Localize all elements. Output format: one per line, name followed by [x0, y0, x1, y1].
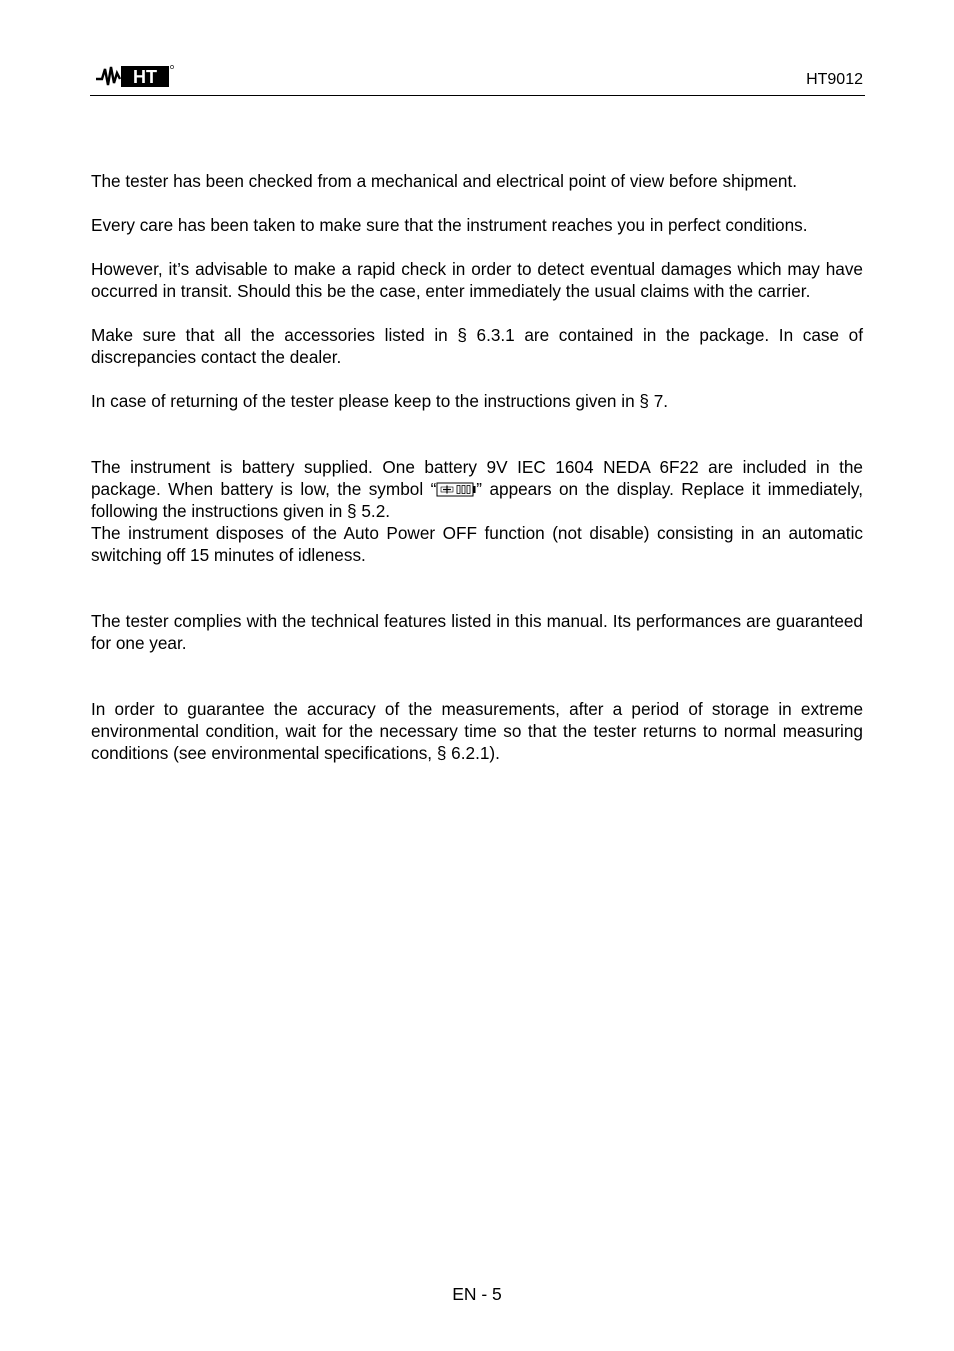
paragraph-returning: In case of returning of the tester please keep to the instructions given in § 7.	[91, 391, 669, 411]
battery-text-start: The instrument is battery supplied. One battery 9V IEC 1604 NEDA 6F22 are included in the package. When battery is low, the symbol “	[91, 457, 863, 499]
paragraph-accessories: Make sure that all the accessories listed in § 6.3.1 are contained in the package. In case of discrepancies contact the dealer.	[91, 325, 863, 367]
document-body	[91, 170, 863, 764]
paragraph-battery	[91, 456, 863, 522]
paragraph-storage: In order to guarantee the accuracy of the measurements, after a period of storage in extreme environmental condition, wait for the necessary time so that the tester returns to normal measuring conditions (see environmental specifications, § 6.2.1).	[91, 699, 863, 763]
paragraph-warranty: The tester complies with the technical features listed in this manual. Its performances are guaranteed for one year.	[91, 611, 863, 653]
paragraph-rapid-check: However, it’s advisable to make a rapid check in order to detect eventual damages which may have occurred in transit. Should this be the case, enter immediately the usual claims with the carrier.	[91, 259, 863, 301]
page-number: EN - 5	[452, 1284, 502, 1304]
low-battery-icon	[436, 481, 476, 498]
battery-text-end: ” appears on the display. Replace it immediately, following the instructions given in § 5.2.	[91, 479, 863, 521]
paragraph-care: Every care has been taken to make sure that the instrument reaches you in perfect conditions.	[91, 215, 808, 235]
page-header	[90, 60, 865, 96]
paragraph-auto-power-off: The instrument disposes of the Auto Power OFF function (not disable) consisting in an automatic switching off 15 minutes of idleness.	[91, 523, 863, 565]
logo-text: HT	[133, 67, 157, 87]
paragraph-checked: The tester has been checked from a mechanical and electrical point of view before shipment.	[91, 171, 798, 191]
ht-logo	[94, 63, 174, 89]
model-label: HT9012	[806, 71, 863, 88]
